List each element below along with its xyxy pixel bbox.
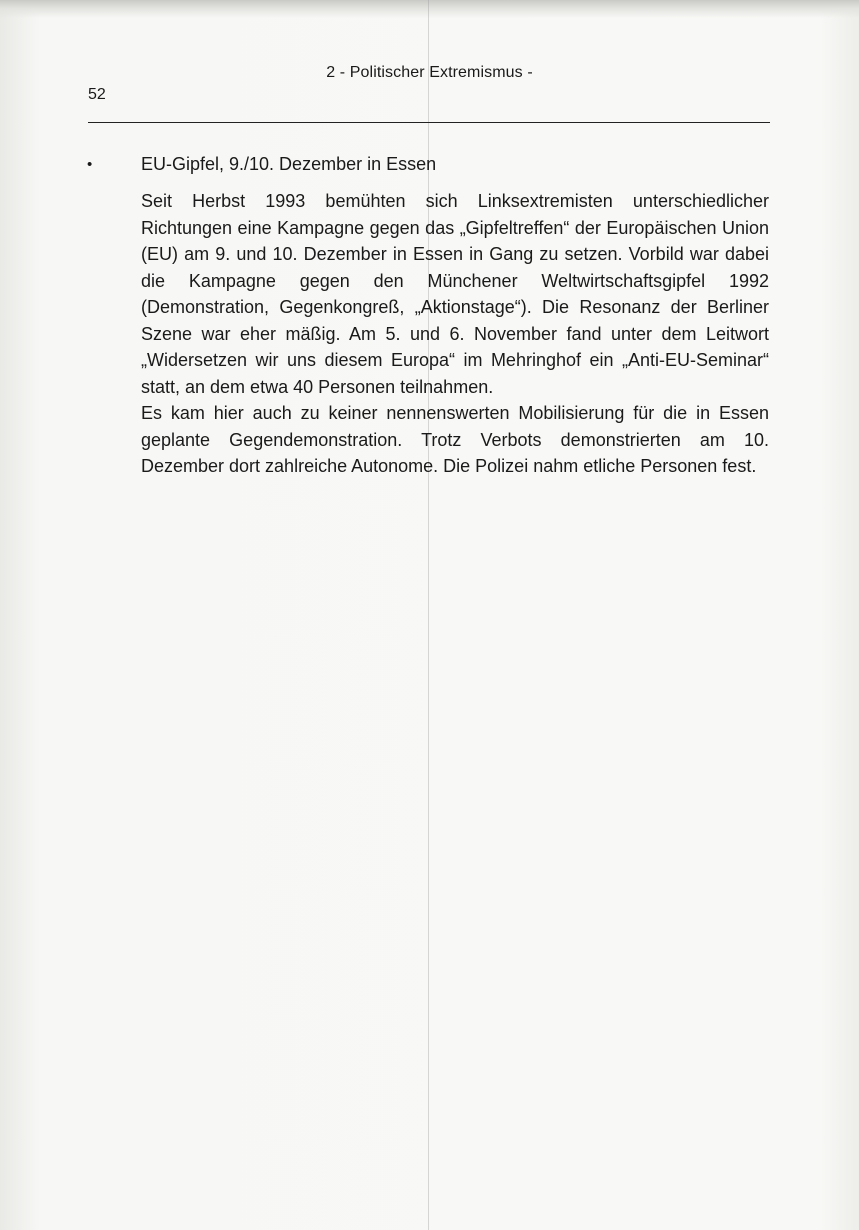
scan-shadow	[0, 0, 859, 18]
paragraph-2: Es kam hier auch zu keiner nennenswerten Mobilisierung für die in Essen geplante Gegendemonstration. Trotz Verbots demonstrierten am 10. Dezember dort zahlreiche Autonome. Die Polizei nahm etliche Personen fest.	[141, 403, 769, 476]
header-rule	[88, 122, 770, 123]
paragraph-1: Seit Herbst 1993 bemühten sich Linksextremisten unterschiedlicher Richtungen eine Kampagne gegen das „Gipfeltreffen“ der Europäischen Union (EU) am 9. und 10. Dezember in Essen in Gang zu setzen. Vorbild war dabei die Kampagne gegen den Münchener Weltwirtschaftsgipfel 1992 (Demonstration, Gegenkongreß, „Aktionstage“). Die Resonanz der Berliner Szene war eher mäßig. Am 5. und 6. November fand unter dem Leitwort „Widersetzen wir uns diesem Europa“ im Mehringhof ein „Anti-EU-Seminar“ statt, an dem etwa 40 Personen teilnahmen.	[141, 191, 769, 397]
bullet-marker: •	[87, 156, 93, 173]
section-heading: EU-Gipfel, 9./10. Dezember in Essen	[141, 154, 437, 174]
running-header-title: 2 - Politischer Extremismus -	[326, 64, 533, 81]
scan-fold-line	[428, 0, 429, 1230]
page-number: 52	[88, 86, 106, 103]
section-body	[141, 188, 769, 480]
